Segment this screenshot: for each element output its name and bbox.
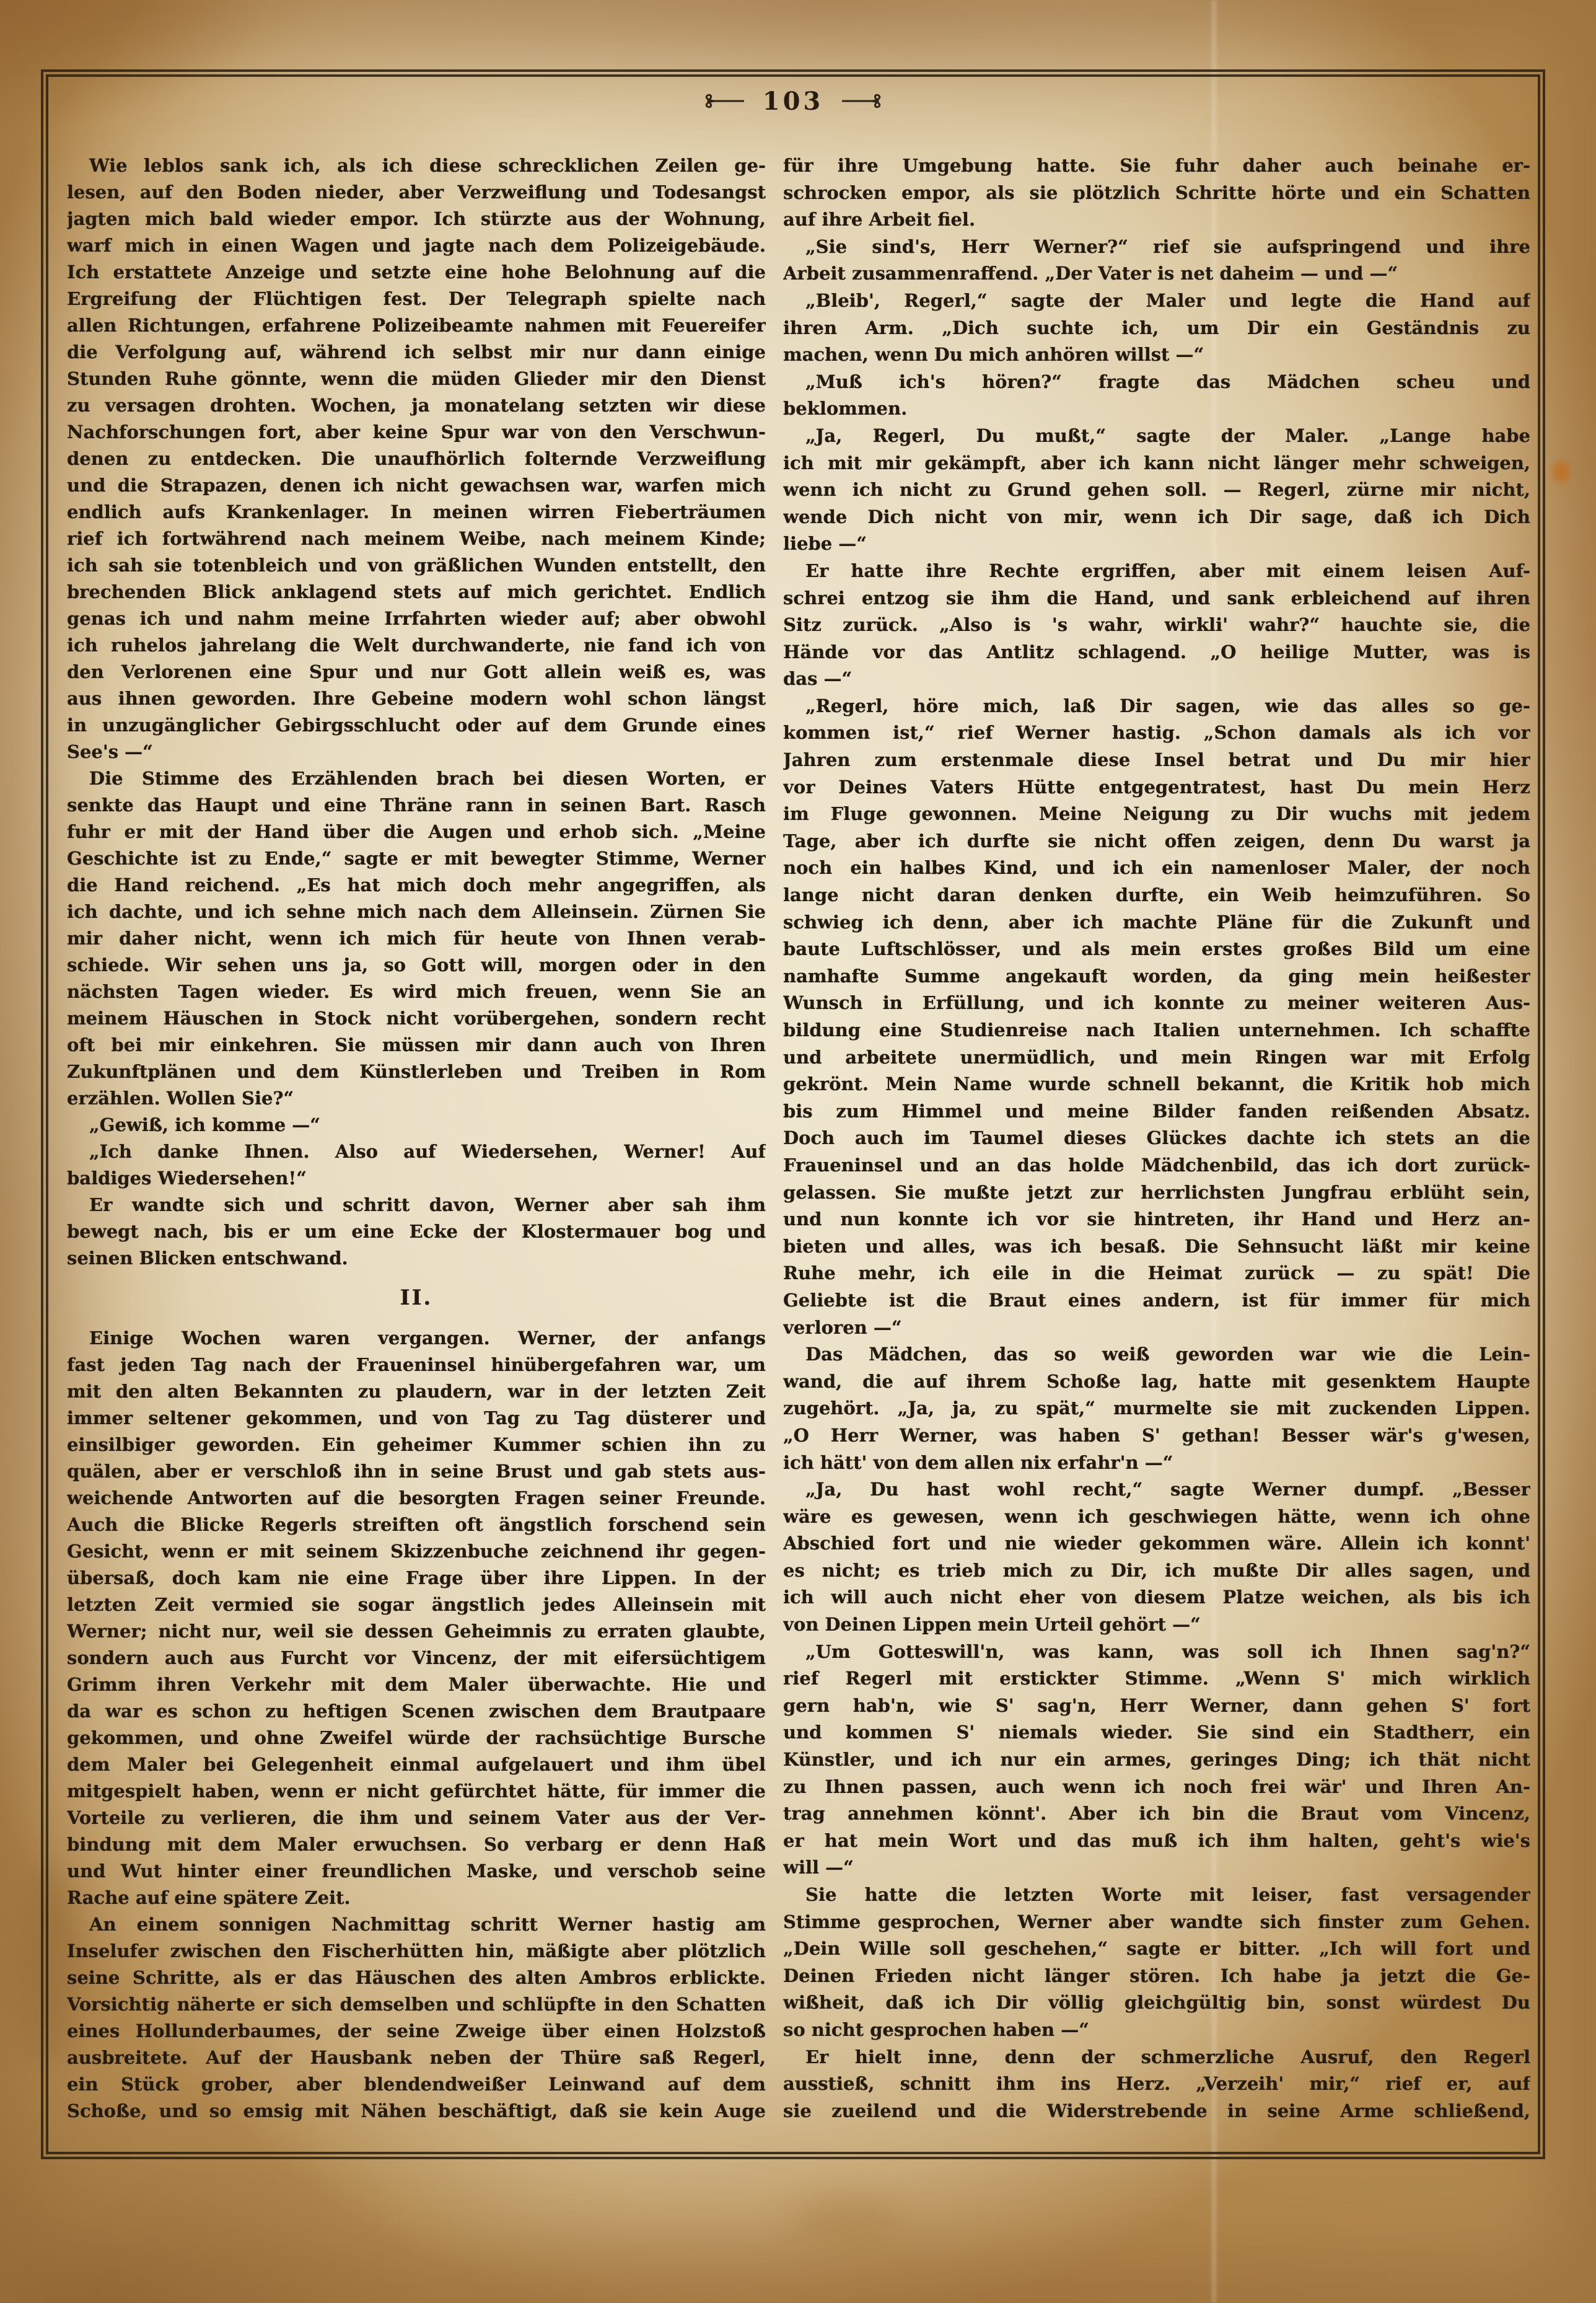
text-line: Inselufer zwischen den Fischerhütten hin, mäßigte aber plötzlich <box>67 1940 766 1962</box>
text-line: erzählen. Wollen Sie?“ <box>67 1088 294 1109</box>
text-body <box>67 152 1530 2125</box>
text-line: und die Strapazen, denen ich nicht gewachsen war, warfen mich <box>67 475 766 496</box>
text-line: schrocken empor, als sie plötzlich Schritte hörte und ein Schatten <box>783 182 1530 203</box>
text-line: ich hätt' von dem allen nix erfahr'n —“ <box>783 1451 1173 1473</box>
text-line: sie zueilend und die Widerstrebende in seine Arme schließend, <box>783 2100 1530 2121</box>
text-line: Hände vor das Antlitz schlagend. „O heilige Mutter, was is <box>783 641 1530 663</box>
text-line: quälen, aber er verschloß ihn in seine Brust und gab stets aus- <box>67 1461 766 1482</box>
text-line: bindung mit dem Maler erwuchsen. So verbarg er denn Haß <box>67 1834 766 1855</box>
text-line: schiede. Wir sehen uns ja, so Gott will, morgen oder in den <box>67 954 766 975</box>
text-column-left <box>67 152 766 2125</box>
text-line: ich ruhelos jahrelang die Welt durchwanderte, nie fand ich von <box>67 635 766 656</box>
text-line: Ergreifung der Flüchtigen fest. Der Telegraph spielte nach <box>67 288 766 309</box>
text-line: sondern auch aus Furcht vor Vincenz, der mit eifersüchtigem <box>67 1647 766 1668</box>
stain <box>1553 461 1570 482</box>
text-line: Geschichte ist zu Ende,“ sagte er mit bewegter Stimme, Werner <box>67 848 766 869</box>
text-line: es nicht; es trieb mich zu Dir, ich mußte Dir alles sagen, und <box>783 1559 1530 1581</box>
text-line: vor Deines Vaters Hütte entgegentratest, hast Du mein Herz <box>783 776 1530 798</box>
text-line: Deinen Frieden nicht länger stören. Ich habe ja jetzt die Ge- <box>783 1965 1530 1986</box>
text-line: da war es schon zu heftigen Scenen zwischen dem Brautpaare <box>67 1701 766 1722</box>
text-line: mitgespielt haben, wenn er nicht gefürchtet hätte, für immer die <box>67 1781 766 1802</box>
text-line: gekrönt. Mein Name wurde schnell bekannt, die Kritik hob mich <box>783 1073 1530 1095</box>
text-line: zu Ihnen passen, auch wenn ich noch frei wär' und Ihren An- <box>783 1776 1530 1797</box>
page-number: 103 <box>762 86 824 116</box>
text-line: „Sie sind's, Herr Werner?“ rief sie aufspringend und ihre <box>805 236 1530 257</box>
text-line: „Regerl, höre mich, laß Dir sagen, wie das alles so ge- <box>805 695 1530 716</box>
text-line: Vorsichtig näherte er sich demselben und schlüpfte in den Schatten <box>67 1994 766 2015</box>
text-line: senkte das Haupt und eine Thräne rann in seinen Bart. Rasch <box>67 795 766 816</box>
text-line: oft bei mir einkehren. Sie müssen mir dann auch von Ihren <box>67 1034 766 1055</box>
text-line: lange nicht daran denken durfte, ein Weib heimzuführen. So <box>783 884 1530 906</box>
text-line: Grimm ihren Verkehr mit dem Maler überwachte. Hie und <box>67 1674 766 1695</box>
text-line: baldiges Wiedersehen!“ <box>67 1168 307 1189</box>
stain <box>793 2200 905 2250</box>
page-header <box>41 79 1545 123</box>
text-line: nächsten Tagen wieder. Es wird mich freuen, wenn Sie an <box>67 981 766 1002</box>
text-line: „Um Gotteswill'n, was kann, was soll ich Ihnen sag'n?“ <box>805 1640 1530 1662</box>
text-line: An einem sonnigen Nachmittag schritt Werner hastig am <box>89 1914 766 1935</box>
text-line: weichende Antworten auf die besorgten Fragen seiner Freunde. <box>67 1487 766 1508</box>
text-line: Arbeit zusammenraffend. „Der Vater is net daheim — und —“ <box>783 263 1398 284</box>
text-line: so nicht gesprochen haben —“ <box>783 2019 1089 2040</box>
text-line: „Ja, Regerl, Du mußt,“ sagte der Maler. „Lange habe <box>805 425 1530 446</box>
text-line: „O Herr Werner, was haben S' gethan! Besser wär's g'wesen, <box>783 1424 1530 1446</box>
text-line: in unzugänglicher Gebirgsschlucht oder auf dem Grunde eines <box>67 715 766 736</box>
text-line: Vorteile zu verlieren, die ihm und seinem Vater aus der Ver- <box>67 1807 766 1828</box>
text-line: Werner; nicht nur, weil sie dessen Geheimnis zu erraten glaubte, <box>67 1621 766 1642</box>
text-line: eines Hollunderbaumes, der seine Zweige über einen Holzstoß <box>67 2020 766 2041</box>
text-line: noch ein halbes Kind, und ich ein namenloser Maler, der noch <box>783 857 1530 879</box>
text-line: den Verlorenen eine Spur und nur Gott allein weiß es, was <box>67 661 766 682</box>
text-line: Künstler, und ich nur ein armes, geringes Ding; ich thät nicht <box>783 1749 1530 1771</box>
text-line: seinen Blicken entschwand. <box>67 1248 348 1269</box>
text-line: „Dein Wille soll geschehen,“ sagte er bitter. „Ich will fort und <box>783 1938 1530 1960</box>
text-line: warf mich in einen Wagen und jagte nach dem Polizeigebäude. <box>67 235 766 256</box>
text-line: bewegt nach, bis er um eine Ecke der Klostermauer bog und <box>67 1221 766 1242</box>
text-line: Stimme gesprochen, Werner aber wandte sich finster zum Gehen. <box>783 1911 1530 1932</box>
text-line: „Ja, Du hast wohl recht,“ sagte Werner dumpf. „Besser <box>805 1479 1530 1500</box>
text-line: fast jeden Tag nach der Fraueninsel hinübergefahren war, um <box>67 1354 766 1375</box>
text-line: Fraueninsel und an das holde Mädchenbild, das ich dort zurück- <box>783 1154 1530 1176</box>
text-line: will —“ <box>783 1857 854 1878</box>
text-line: Das Mädchen, das so weiß geworden war wie die Lein- <box>805 1344 1530 1365</box>
text-line: gern hab'n, wie S' sag'n, Herr Werner, dann gehen S' fort <box>783 1694 1530 1716</box>
text-line: dem Maler bei Gelegenheit einmal aufgelauert und ihm übel <box>67 1754 766 1775</box>
text-column-right <box>783 152 1530 2125</box>
text-line: Sitz zurück. „Also is 's wahr, wirkli' wahr?“ hauchte sie, die <box>783 614 1530 636</box>
text-line: ich mit mir gekämpft, aber ich kann nicht länger mehr schweigen, <box>783 452 1530 473</box>
text-line: endlich aufs Krankenlager. In meinen wirren Fieberträumen <box>67 501 766 522</box>
text-line: brechenden Blick anklagend stets auf mich gerichtet. Endlich <box>67 581 766 602</box>
text-line: Abschied fort und nie wieder gekommen wäre. Allein ich konnt' <box>783 1533 1530 1554</box>
text-line: wenn ich nicht zu Grund gehen soll. — Regerl, zürne mir nicht, <box>783 479 1530 501</box>
text-line: im Fluge gewonnen. Meine Neigung zu Dir wuchs mit jedem <box>783 803 1530 825</box>
text-line: ich sah sie totenbleich und von gräßlichen Wunden entstellt, den <box>67 555 766 576</box>
text-line: Wie leblos sank ich, als ich diese schrecklichen Zeilen ge- <box>89 155 766 176</box>
text-line: Ruhe mehr, ich eile in die Heimat zurück — zu spät! Die <box>783 1262 1530 1284</box>
text-line: beklommen. <box>783 398 908 420</box>
text-line: von Deinen Lippen mein Urteil gehört —“ <box>783 1614 1201 1636</box>
text-line: Tage, aber ich durfte sie nicht offen zeigen, denn Du warst ja <box>783 830 1530 852</box>
text-line: „Muß ich's hören?“ fragte das Mädchen scheu und <box>805 371 1530 392</box>
text-line: baute Luftschlösser, und als mein erstes großes Bild um eine <box>783 938 1530 960</box>
text-line: das —“ <box>783 668 853 690</box>
text-line: wäre es gewesen, wenn ich geschwiegen hätte, wenn ich ohne <box>783 1505 1530 1527</box>
text-line: trag annehmen könnt'. Aber ich bin die Braut vom Vincenz, <box>783 1803 1530 1825</box>
text-line: allen Richtungen, erfahrene Polizeibeamte nahmen mit Feuereifer <box>67 315 766 336</box>
text-line: machen, wenn Du mich anhören willst —“ <box>783 344 1204 366</box>
text-line: „Ich danke Ihnen. Also auf Wiedersehen, Werner! Auf <box>89 1141 766 1162</box>
text-line: See's —“ <box>67 741 153 762</box>
text-line: Nachforschungen fort, aber keine Spur war von den Verschwun- <box>67 421 766 443</box>
text-line: Er hielt inne, denn der schmerzliche Ausruf, den Regerl <box>805 2046 1530 2067</box>
text-line: auf ihre Arbeit fiel. <box>783 209 976 231</box>
text-line: einsilbiger geworden. Ein geheimer Kummer schien ihn zu <box>67 1434 766 1455</box>
text-line: Er hatte ihre Rechte ergriffen, aber mit einem leisen Auf- <box>805 560 1530 581</box>
text-line: gelassen. Sie mußte jetzt zur herrlichsten Jungfrau erblüht sein, <box>783 1181 1530 1203</box>
text-line: mit den alten Bekannten zu plaudern, war in der letzten Zeit <box>67 1381 766 1402</box>
text-line: Er wandte sich und schritt davon, Werner aber sah ihm <box>89 1194 766 1215</box>
text-line: ihren Arm. „Dich suchte ich, um Dir ein Geständnis zu <box>783 317 1530 338</box>
text-line: jagten mich bald wieder empor. Ich stürzte aus der Wohnung, <box>67 208 766 229</box>
text-line: Stunden Ruhe gönnte, wenn die müden Glieder mir den Dienst <box>67 368 766 389</box>
text-line: rief Regerl mit erstickter Stimme. „Wenn S' mich wirklich <box>783 1668 1530 1689</box>
text-line: Ich erstattete Anzeige und setzte eine hohe Belohnung auf die <box>67 262 766 283</box>
text-line: die Hand reichend. „Es hat mich doch mehr angegriffen, als <box>67 874 766 896</box>
text-line: denen zu entdecken. Die unaufhörlich folternde Verzweiflung <box>67 448 766 469</box>
text-line: Jahren zum erstenmale diese Insel betrat und Du mir hier <box>783 749 1530 771</box>
text-line: Schoße, und so emsig mit Nähen beschäftigt, daß sie kein Auge <box>67 2100 766 2121</box>
text-line: verloren —“ <box>783 1316 902 1338</box>
text-line: genas ich und nahm meine Irrfahrten wieder auf; aber obwohl <box>67 608 766 629</box>
text-line: mir daher nicht, wenn ich mich für heute von Ihnen verab- <box>67 928 766 949</box>
text-line: meinem Häuschen in Stock nicht vorübergehen, sondern recht <box>67 1008 766 1029</box>
text-line: und arbeitete unermüdlich, und mein Ringen war mit Erfolg <box>783 1046 1530 1068</box>
text-line: aus ihnen geworden. Ihre Gebeine modern wohl schon längst <box>67 688 766 709</box>
text-line: Wunsch in Erfüllung, und ich konnte zu meiner weiteren Aus- <box>783 992 1530 1014</box>
text-line: für ihre Umgebung hatte. Sie fuhr daher auch beinahe er- <box>783 155 1530 176</box>
section-heading: II. <box>400 1285 433 1310</box>
text-line: und kommen S' niemals wieder. Sie sind ein Stadtherr, ein <box>783 1722 1530 1743</box>
text-line: „Gewiß, ich komme —“ <box>89 1114 320 1135</box>
text-line: wand, die auf ihrem Schoße lag, hatte mit gesenktem Haupte <box>783 1370 1530 1392</box>
text-line: und nun konnte ich vor sie hintreten, ihr Hand und Herz an- <box>783 1209 1530 1230</box>
text-line: lesen, auf den Boden nieder, aber Verzweiflung und Todesangst <box>67 182 766 203</box>
text-line: bieten und alles, was ich besaß. Die Sehnsucht läßt mir keine <box>783 1235 1530 1257</box>
text-line: kommen ist,“ rief Werner hastig. „Schon damals als ich vor <box>783 722 1530 744</box>
text-line: die Verfolgung auf, während ich selbst mir nur dann einige <box>67 341 766 363</box>
text-line: fuhr er mit der Hand über die Augen und erhob sich. „Meine <box>67 821 766 842</box>
text-line: Zukunftplänen und dem Künstlerleben und Treiben in Rom <box>67 1061 766 1082</box>
text-line: zu versagen drohten. Wochen, ja monatelang setzten wir diese <box>67 395 766 416</box>
text-line: schrei entzog sie ihm die Hand, und sank erbleichend auf ihren <box>783 587 1530 609</box>
text-line: Geliebte ist die Braut eines andern, ist für immer für mich <box>783 1289 1530 1311</box>
text-line: namhafte Summe angekauft worden, da ging mein heißester <box>783 965 1530 987</box>
text-line: Die Stimme des Erzählenden brach bei diesen Worten, er <box>89 768 766 789</box>
text-line: ich dachte, und ich sehne mich nach dem Alleinsein. Zürnen Sie <box>67 901 766 922</box>
text-line: ausbreitete. Auf der Hausbank neben der Thüre saß Regerl, <box>67 2047 766 2068</box>
text-line: und Wut hinter einer freundlichen Maske, und verschob seine <box>67 1860 766 1882</box>
header-ornament-left-icon <box>699 93 744 109</box>
text-line: übersaß, doch kam nie eine Frage über ihre Lippen. In der <box>67 1567 766 1588</box>
text-line: bis zum Himmel und meine Bilder fanden reißenden Absatz. <box>783 1100 1530 1122</box>
text-line: Gesicht, wenn er mit seinem Skizzenbuche zeichnend ihr gegen- <box>67 1541 766 1562</box>
text-line: immer seltener gekommen, und von Tag zu Tag düsterer und <box>67 1407 766 1429</box>
text-line: liebe —“ <box>783 533 867 555</box>
text-line: Auch die Blicke Regerls streiften oft ängstlich forschend sein <box>67 1514 766 1535</box>
text-line: ein Stück grober, aber blendendweißer Leinwand auf dem <box>67 2074 766 2095</box>
text-line: Rache auf eine spätere Zeit. <box>67 1887 351 1908</box>
text-line: „Bleib', Regerl,“ sagte der Maler und legte die Hand auf <box>805 289 1530 311</box>
text-line: seine Schritte, als er das Häuschen des alten Ambros erblickte. <box>67 1967 766 1988</box>
text-line: wißheit, daß ich Dir völlig gleichgültig bin, sonst würdest Du <box>783 1992 1530 2014</box>
text-line: Einige Wochen waren vergangen. Werner, der anfangs <box>89 1328 766 1349</box>
text-line: ich will auch nicht eher von diesem Platze weichen, als bis ich <box>783 1587 1530 1608</box>
text-line: schwieg ich denn, aber ich machte Pläne für die Zukunft und <box>783 911 1530 933</box>
text-line: gekommen, und ohne Zweifel würde der rachsüchtige Bursche <box>67 1727 766 1748</box>
text-line: zugehört. „Ja, ja, zu spät,“ murmelte sie mit zuckenden Lippen. <box>783 1398 1530 1419</box>
text-line: letzten Zeit vermied sie sogar ängstlich jedes Alleinsein mit <box>67 1594 766 1615</box>
text-line: Sie hatte die letzten Worte mit leiser, fast versagender <box>805 1884 1530 1905</box>
header-ornament-right-icon <box>842 93 887 109</box>
text-line: ausstieß, schnitt ihm ins Herz. „Verzeih' mir,“ rief er, auf <box>783 2073 1530 2095</box>
text-line: bildung eine Studienreise nach Italien unternehmen. Ich schaffte <box>783 1019 1530 1041</box>
text-line: Doch auch im Taumel dieses Glückes dachte ich stets an die <box>783 1127 1530 1149</box>
text-line: rief ich fortwährend nach meinem Weibe, nach meinem Kinde; <box>67 528 766 549</box>
text-line: wende Dich nicht von mir, wenn ich Dir sage, daß ich Dich <box>783 506 1530 527</box>
text-line: er hat mein Wort und das muß ich ihm halten, geht's wie's <box>783 1830 1530 1851</box>
